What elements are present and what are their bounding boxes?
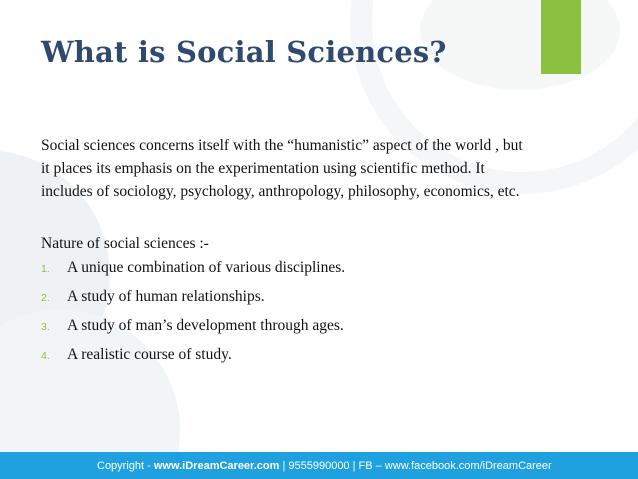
- list-item: [41, 317, 345, 346]
- footer-contact: | 9555990000 | FB – www.facebook.com/iDreamCareer: [279, 459, 552, 472]
- footer-bar: [0, 452, 638, 479]
- list-item: [41, 288, 345, 317]
- list-item-text: A study of man’s development through ages.: [67, 317, 344, 334]
- intro-line: it places its emphasis on the experimentation using scientific method. It: [41, 160, 485, 177]
- footer-website-link[interactable]: www.iDreamCareer.com: [153, 459, 280, 472]
- intro-line: includes of sociology, psychology, anthropology, philosophy, economics, etc.: [41, 183, 520, 200]
- intro-line: Social sciences concerns itself with the “humanistic” aspect of the world , but: [41, 137, 523, 154]
- list-item-text: A study of human relationships.: [67, 288, 265, 305]
- list-number: 3.: [41, 321, 50, 333]
- list-number: 1.: [41, 263, 50, 275]
- list-number: 4.: [41, 350, 50, 362]
- list-heading: Nature of social sciences :-: [41, 235, 209, 252]
- numbered-list: [41, 259, 345, 375]
- list-number: 2.: [41, 292, 50, 304]
- slide-title: What is Social Sciences?: [41, 35, 447, 69]
- accent-bar: [541, 0, 581, 74]
- footer-copyright-prefix: Copyright -: [97, 459, 154, 472]
- list-item-text: A realistic course of study.: [67, 346, 232, 363]
- list-item: [41, 259, 345, 288]
- footer-text: [97, 460, 552, 472]
- list-item: [41, 346, 345, 375]
- intro-paragraph: [41, 134, 601, 203]
- list-item-text: A unique combination of various disciplines.: [67, 259, 346, 276]
